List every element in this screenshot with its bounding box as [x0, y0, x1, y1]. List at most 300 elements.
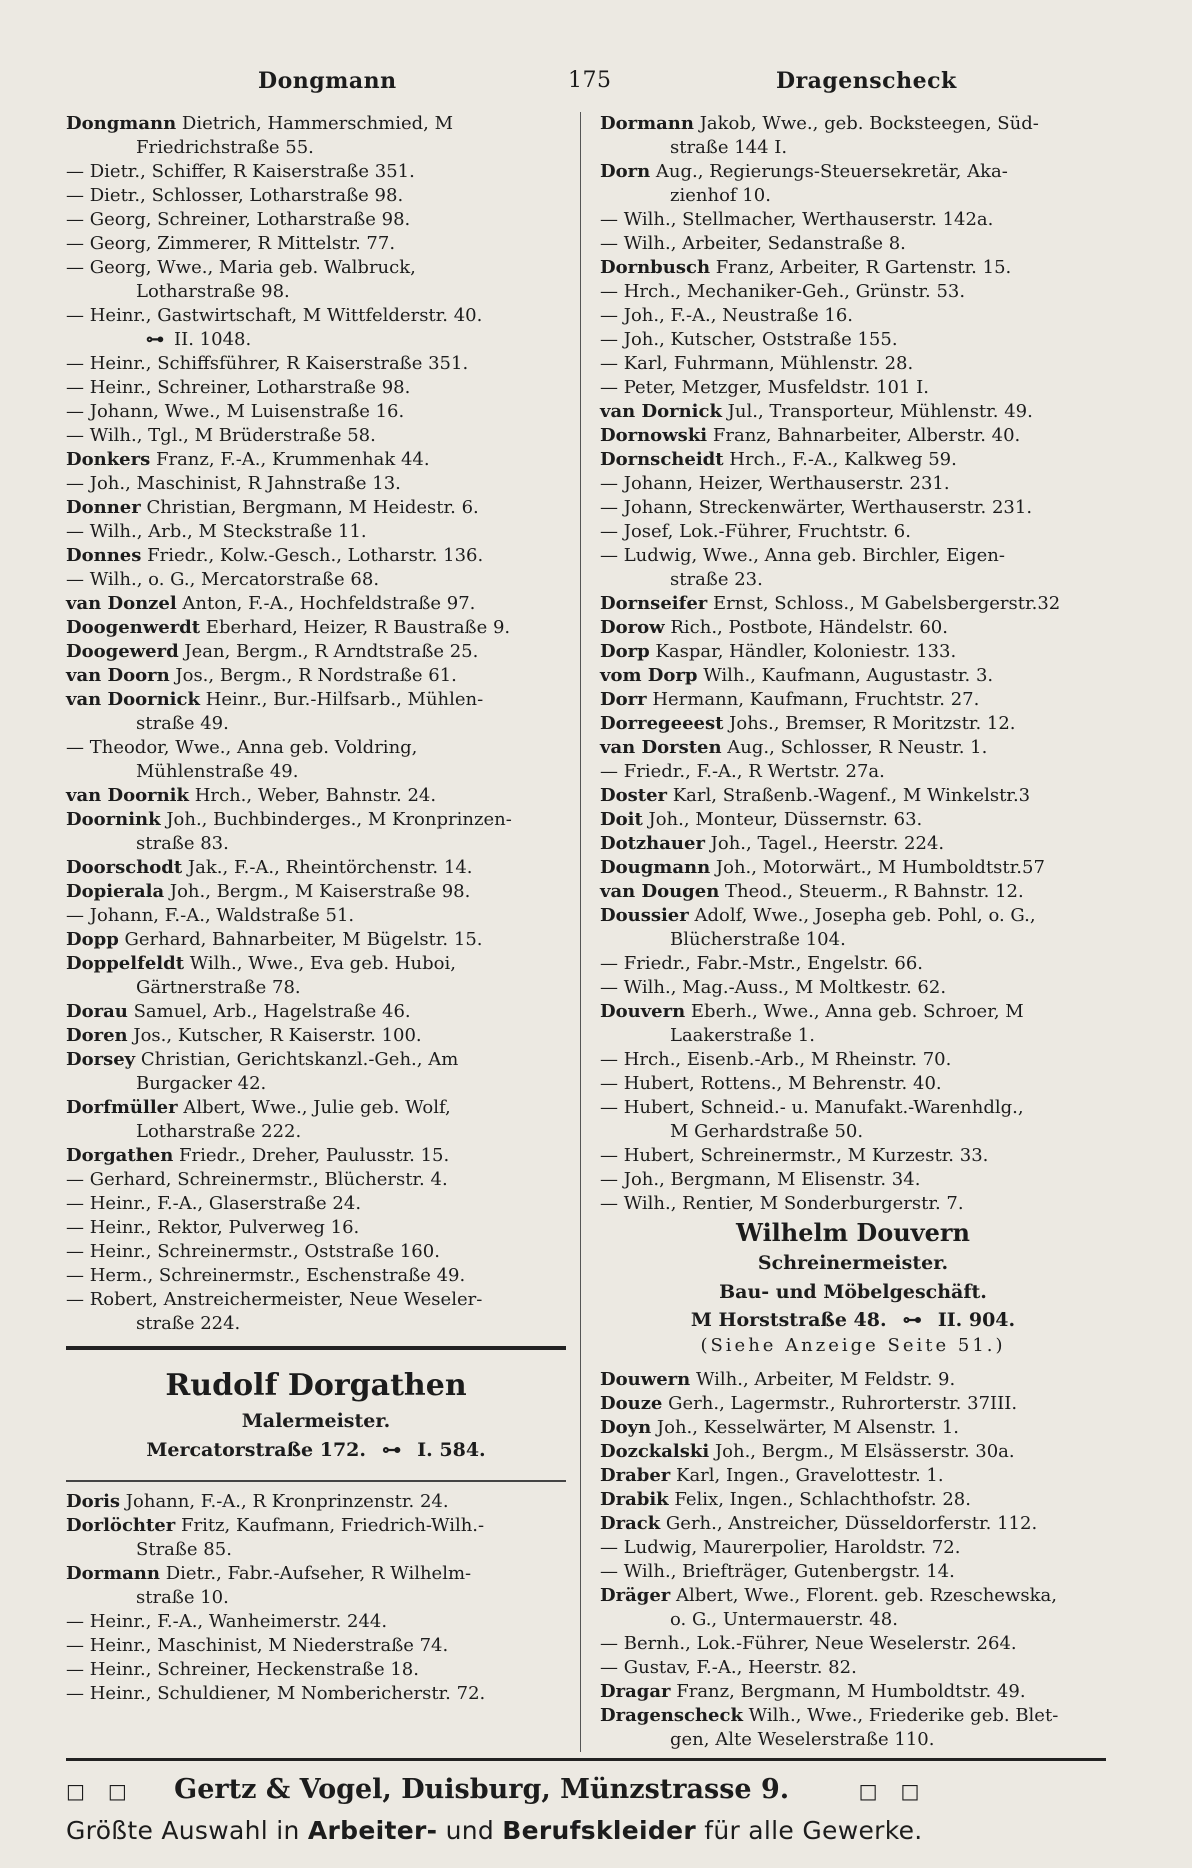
entry-surname: van Doorn: [66, 665, 170, 686]
entry-text: — Johann, Streckenwärter, Werthauserstr. 231.: [600, 497, 1033, 518]
directory-entry: [66, 1120, 566, 1144]
directory-entry: [600, 1416, 1106, 1440]
entry-text: Anton, F.-A., Hochfeldstraße 97.: [176, 593, 476, 614]
directory-entry: [66, 568, 566, 592]
footer-company: Gertz & Vogel, Duisburg, Münzstrasse 9.: [174, 1774, 790, 1805]
entry-text: Johs., Bremser, R Moritzstr. 12.: [723, 713, 1016, 734]
entry-text: Joh., Motorwärt., M Humboldtstr.57: [710, 857, 1045, 878]
entry-surname: Dragenscheck: [600, 1705, 743, 1726]
header-right: Dragenscheck: [776, 68, 957, 94]
directory-entry: [600, 1680, 1106, 1704]
directory-entry: [600, 520, 1106, 544]
entry-text: — Heinr., Schreinermstr., Oststraße 160.: [66, 1241, 440, 1262]
entry-surname: Drabik: [600, 1489, 669, 1510]
left-advertisement: [66, 1352, 566, 1480]
entry-text: — Wilh., Briefträger, Gutenbergstr. 14.: [600, 1561, 955, 1582]
directory-entry: [600, 1632, 1106, 1656]
directory-entry: [600, 1000, 1106, 1024]
entry-surname: Dorp: [600, 641, 650, 662]
ad-address-line: [66, 1436, 566, 1464]
entry-text: Wilh., Kaufmann, Augustastr. 3.: [697, 665, 994, 686]
directory-entry: [600, 664, 1106, 688]
ad-address-line: [600, 1306, 1106, 1334]
directory-entry: [600, 1168, 1106, 1192]
directory-entry: [600, 640, 1106, 664]
directory-entry: [600, 448, 1106, 472]
entry-text: Jak., F.-A., Rheintörchenstr. 14.: [182, 857, 473, 878]
directory-entry: [600, 1512, 1106, 1536]
directory-entry: [66, 952, 566, 976]
directory-entry: [66, 736, 566, 760]
entry-surname: Dornowski: [600, 425, 708, 446]
ad-title: Schreinermeister.: [757, 1252, 949, 1274]
entry-surname: Donner: [66, 497, 141, 518]
entry-text: Johann, F.-A., R Kronprinzenstr. 24.: [120, 1491, 449, 1512]
directory-entry: [66, 352, 566, 376]
entry-text: — Wilh., Stellmacher, Werthauserstr. 142a.: [600, 209, 994, 230]
entry-surname: Dorow: [600, 617, 665, 638]
directory-entry: [600, 256, 1106, 280]
right-entries-a: [600, 112, 1106, 1216]
entry-surname: van Donzel: [66, 593, 177, 614]
entry-text: gen, Alte Weselerstraße 110.: [670, 1729, 935, 1750]
entry-surname: Doster: [600, 785, 667, 806]
entry-text: — Hubert, Schneid.- u. Manufakt.-Warenhdlg.,: [600, 1097, 1024, 1118]
entry-text: Franz, Bergmann, M Humboldtstr. 49.: [670, 1681, 1026, 1702]
entry-surname: Drack: [600, 1513, 661, 1534]
directory-entry: [66, 424, 566, 448]
directory-entry: [600, 1584, 1106, 1608]
column-divider: [580, 112, 581, 1752]
directory-entry: [66, 280, 566, 304]
directory-entry: [600, 1440, 1106, 1464]
footer-rule: [66, 1758, 1106, 1761]
entry-text: Adolf, Wwe., Josepha geb. Pohl, o. G.,: [688, 905, 1036, 926]
entry-text: Lotharstraße 98.: [136, 281, 290, 302]
entry-text: Ernst, Schloss., M Gabelsbergerstr.32: [707, 593, 1061, 614]
entry-surname: Dopp: [66, 929, 119, 950]
entry-surname: Dopierala: [66, 881, 165, 902]
directory-entry: [66, 1658, 566, 1682]
entry-text: — Joh., Kutscher, Oststraße 155.: [600, 329, 898, 350]
directory-entry: [600, 1120, 1106, 1144]
entry-text: — Karl, Fuhrmann, Mühlenstr. 28.: [600, 353, 914, 374]
tagline-part: Berufskleider: [502, 1816, 696, 1845]
entry-surname: Dornbusch: [600, 257, 711, 278]
entry-surname: Douvern: [600, 1001, 686, 1022]
directory-entry: [66, 520, 566, 544]
entry-text: — Heinr., Schuldiener, M Nombericherstr. 72.: [66, 1683, 486, 1704]
entry-surname: van Doornik: [66, 785, 189, 806]
directory-entry: [600, 232, 1106, 256]
directory-entry: [66, 1312, 566, 1336]
entry-text: Lotharstraße 222.: [136, 1121, 302, 1142]
right-column: [600, 112, 1106, 1752]
directory-entry: [66, 1562, 566, 1586]
entry-surname: Dozckalski: [600, 1441, 710, 1462]
entry-text: — Bernh., Lok.-Führer, Neue Weselerstr. 264.: [600, 1633, 1017, 1654]
page-number: 175: [568, 68, 612, 93]
entry-text: — Johann, Wwe., M Luisenstraße 16.: [66, 401, 405, 422]
entry-surname: van Dorsten: [600, 737, 722, 758]
entry-surname: vom Dorp: [600, 665, 698, 686]
directory-entry: [600, 1464, 1106, 1488]
entry-text: Jos., Kutscher, R Kaiserstr. 100.: [127, 1025, 422, 1046]
entry-text: Friedrichstraße 55.: [136, 137, 314, 158]
entry-surname: Dongmann: [66, 113, 177, 134]
entry-text: Jean, Bergm., R Arndtstraße 25.: [178, 641, 479, 662]
directory-entry: [600, 184, 1106, 208]
entry-text: Gerh., Lagermstr., Ruhrorterstr. 37III.: [662, 1393, 1018, 1414]
directory-entry: [600, 352, 1106, 376]
directory-entry: [600, 760, 1106, 784]
directory-entry: [600, 1368, 1106, 1392]
directory-entry: [600, 544, 1106, 568]
telephone-icon: ⊶: [382, 1439, 402, 1461]
directory-entry: [600, 424, 1106, 448]
right-entries-b: [600, 1368, 1106, 1752]
entry-text: Rich., Postbote, Händelstr. 60.: [664, 617, 948, 638]
directory-entry: [66, 1168, 566, 1192]
directory-entry: [66, 256, 566, 280]
directory-entry: [600, 1704, 1106, 1728]
footer-company-line: [66, 1774, 1106, 1805]
entry-surname: Douwern: [600, 1369, 691, 1390]
entry-text: Aug., Regierungs-Steuersekretär, Aka-: [650, 161, 1008, 182]
entry-text: straße 224.: [136, 1313, 241, 1334]
entry-text: Joh., Buchbinderges., M Kronprinzen-: [160, 809, 512, 830]
entry-text: — Wilh., Mag.-Auss., M Moltkestr. 62.: [600, 977, 947, 998]
directory-entry: [66, 904, 566, 928]
directory-entry: [66, 496, 566, 520]
directory-entry: [600, 472, 1106, 496]
entry-text: — Robert, Anstreichermeister, Neue Weseler-: [66, 1289, 483, 1310]
directory-entry: [66, 1192, 566, 1216]
entry-text: — Ludwig, Wwe., Anna geb. Birchler, Eigen-: [600, 545, 1005, 566]
directory-entry: [66, 544, 566, 568]
entry-surname: van Doornick: [66, 689, 200, 710]
square-ornament-icon: □ □: [66, 1779, 135, 1803]
entry-text: — Heinr., F.-A., Wanheimerstr. 244.: [66, 1611, 388, 1632]
entry-text: Joh., Tagel., Heerstr. 224.: [704, 833, 945, 854]
directory-entry: [600, 496, 1106, 520]
entry-text: — Georg, Zimmerer, R Mittelstr. 77.: [66, 233, 396, 254]
directory-entry: [600, 376, 1106, 400]
left-entries-b: [66, 1490, 566, 1706]
directory-entry: [66, 160, 566, 184]
entry-text: Gerh., Anstreicher, Düsseldorferstr. 112.: [660, 1513, 1038, 1534]
header-left: Dongmann: [258, 68, 397, 94]
directory-entry: [66, 640, 566, 664]
entry-text: zienhof 10.: [670, 185, 771, 206]
entry-surname: Dormann: [66, 1563, 160, 1584]
directory-entry: [600, 1488, 1106, 1512]
directory-entry: [66, 112, 566, 136]
directory-entry: [600, 1608, 1106, 1632]
entry-text: — Heinr., Rektor, Pulverweg 16.: [66, 1217, 360, 1238]
directory-entry: [66, 808, 566, 832]
directory-entry: [66, 1240, 566, 1264]
entry-text: straße 23.: [670, 569, 763, 590]
directory-entry: [66, 880, 566, 904]
entry-surname: Doyn: [600, 1417, 652, 1438]
entry-surname: Doogenwerdt: [66, 617, 201, 638]
directory-entry: [66, 328, 566, 352]
footer-tagline: [66, 1816, 1106, 1845]
entry-text: straße 49.: [136, 713, 229, 734]
entry-text: — Georg, Schreiner, Lotharstraße 98.: [66, 209, 411, 230]
directory-entry: [600, 592, 1106, 616]
entry-text: — Friedr., F.-A., R Wertstr. 27a.: [600, 761, 885, 782]
directory-entry: [66, 1634, 566, 1658]
directory-entry: [600, 328, 1106, 352]
entry-text: Gärtnerstraße 78.: [136, 977, 301, 998]
entry-text: Friedr., Dreher, Paulusstr. 15.: [173, 1145, 450, 1166]
directory-entry: [66, 1514, 566, 1538]
ad-rule-bottom: [66, 1480, 566, 1482]
directory-entry: [66, 592, 566, 616]
directory-entry: [66, 856, 566, 880]
entry-text: Franz, F.-A., Krummenhak 44.: [150, 449, 430, 470]
entry-text: Kaspar, Händler, Koloniestr. 133.: [649, 641, 957, 662]
directory-entry: [600, 112, 1106, 136]
directory-entry: [600, 808, 1106, 832]
entry-text: — Wilh., Arb., M Steckstraße 11.: [66, 521, 367, 542]
directory-entry: [600, 1560, 1106, 1584]
directory-entry: [66, 664, 566, 688]
entry-text: — Johann, Heizer, Werthauserstr. 231.: [600, 473, 950, 494]
left-entries-a: [66, 112, 566, 1336]
entry-text: Jakob, Wwe., geb. Bocksteegen, Süd-: [693, 113, 1039, 134]
directory-entry: [600, 1192, 1106, 1216]
entry-text: II. 1048.: [174, 329, 252, 350]
entry-text: Fritz, Kaufmann, Friedrich-Wilh.-: [175, 1515, 485, 1536]
ad-address: M Horststraße 48.: [690, 1309, 887, 1331]
directory-entry: [600, 280, 1106, 304]
directory-entry: [600, 400, 1106, 424]
directory-entry: [66, 1024, 566, 1048]
directory-entry: [600, 568, 1106, 592]
telephone-icon: ⊶: [146, 329, 164, 350]
entry-text: — Joh., Bergmann, M Elisenstr. 34.: [600, 1169, 921, 1190]
directory-entry: [66, 976, 566, 1000]
entry-surname: Doppelfeldt: [66, 953, 185, 974]
entry-text: Eberhard, Heizer, R Baustraße 9.: [200, 617, 511, 638]
directory-entry: [66, 208, 566, 232]
entry-text: Aug., Schlosser, R Neustr. 1.: [721, 737, 988, 758]
directory-entry: [66, 136, 566, 160]
directory-entry: [600, 976, 1106, 1000]
entry-text: Christian, Bergmann, M Heidestr. 6.: [140, 497, 479, 518]
entry-text: — Joh., F.-A., Neustraße 16.: [600, 305, 854, 326]
entry-text: — Heinr., Schiffsführer, R Kaiserstraße 351.: [66, 353, 469, 374]
directory-entry: [600, 712, 1106, 736]
entry-surname: Donkers: [66, 449, 151, 470]
entry-surname: Dorregeeest: [600, 713, 724, 734]
directory-entry: [600, 1392, 1106, 1416]
entry-text: Joh., Bergm., M Kaiserstraße 98.: [164, 881, 471, 902]
entry-text: Wilh., Arbeiter, M Feldstr. 9.: [690, 1369, 956, 1390]
entry-text: Albert, Wwe., Julie geb. Wolf,: [177, 1097, 451, 1118]
entry-text: — Heinr., Schreiner, Heckenstraße 18.: [66, 1659, 419, 1680]
directory-entry: [66, 1096, 566, 1120]
entry-text: Felix, Ingen., Schlachthofstr. 28.: [668, 1489, 971, 1510]
directory-entry: [600, 880, 1106, 904]
directory-entry: [600, 688, 1106, 712]
entry-text: — Joh., Maschinist, R Jahnstraße 13.: [66, 473, 401, 494]
entry-text: — Gustav, F.-A., Heerstr. 82.: [600, 1657, 857, 1678]
entry-text: Joh., Bergm., M Elsässerstr. 30a.: [709, 1441, 1015, 1462]
entry-text: — Heinr., Maschinist, M Niederstraße 74.: [66, 1635, 449, 1656]
directory-entry: [66, 448, 566, 472]
entry-surname: Doris: [66, 1491, 121, 1512]
entry-surname: Dräger: [600, 1585, 671, 1606]
directory-entry: [66, 304, 566, 328]
ad-business: Bau- und Möbelgeschäft.: [719, 1281, 987, 1303]
entry-surname: Dorau: [66, 1001, 128, 1022]
directory-entry: [600, 1656, 1106, 1680]
entry-text: — Dietr., Schiffer, R Kaiserstraße 351.: [66, 161, 415, 182]
directory-entry: [600, 1144, 1106, 1168]
entry-text: — Ludwig, Maurerpolier, Haroldstr. 72.: [600, 1537, 961, 1558]
entry-text: Eberh., Wwe., Anna geb. Schroer, M: [685, 1001, 1024, 1022]
ad-address: Mercatorstraße 172.: [146, 1439, 367, 1461]
entry-text: — Georg, Wwe., Maria geb. Walbruck,: [66, 257, 416, 278]
entry-text: Gerhard, Bahnarbeiter, M Bügelstr. 15.: [118, 929, 483, 950]
entry-text: — Dietr., Schlosser, Lotharstraße 98.: [66, 185, 404, 206]
entry-text: Burgacker 42.: [136, 1073, 267, 1094]
entry-text: — Heinr., F.-A., Glaserstraße 24.: [66, 1193, 362, 1214]
left-column: [66, 112, 566, 1706]
ad-rule-top: [66, 1346, 566, 1350]
right-advertisement: [600, 1218, 1106, 1358]
directory-entry: [600, 160, 1106, 184]
entry-surname: Dorgathen: [66, 1145, 174, 1166]
directory-entry: [66, 472, 566, 496]
entry-text: Franz, Bahnarbeiter, Alberstr. 40.: [707, 425, 1021, 446]
entry-text: — Wilh., o. G., Mercatorstraße 68.: [66, 569, 380, 590]
directory-entry: [66, 1490, 566, 1514]
entry-surname: Doren: [66, 1025, 128, 1046]
directory-entry: [66, 376, 566, 400]
entry-text: — Hrch., Mechaniker-Geh., Grünstr. 53.: [600, 281, 966, 302]
entry-surname: Doornink: [66, 809, 161, 830]
entry-text: Laakerstraße 1.: [670, 1025, 815, 1046]
directory-entry: [66, 1216, 566, 1240]
entry-text: — Peter, Metzger, Musfeldstr. 101 I.: [600, 377, 929, 398]
directory-entry: [66, 760, 566, 784]
directory-entry: [600, 1048, 1106, 1072]
directory-entry: [600, 1536, 1106, 1560]
entry-text: straße 144 I.: [670, 137, 788, 158]
ad-phone: II. 904.: [937, 1309, 1016, 1331]
ad-note: (Siehe Anzeige Seite 51.): [700, 1335, 1006, 1356]
entry-text: M Gerhardstraße 50.: [670, 1121, 864, 1142]
entry-text: Jos., Bergm., R Nordstraße 61.: [169, 665, 457, 686]
directory-entry: [66, 232, 566, 256]
directory-entry: [66, 1264, 566, 1288]
directory-entry: [600, 928, 1106, 952]
entry-surname: Dormann: [600, 113, 694, 134]
entry-text: Samuel, Arb., Hagelstraße 46.: [127, 1001, 411, 1022]
square-ornament-icon: □ □: [858, 1779, 928, 1803]
entry-surname: Dragar: [600, 1681, 671, 1702]
directory-entry: [600, 1024, 1106, 1048]
ad-title: Malermeister.: [241, 1410, 391, 1432]
entry-text: — Herm., Schreinermstr., Eschenstraße 49.: [66, 1265, 466, 1286]
entry-surname: Dornseifer: [600, 593, 708, 614]
entry-text: Hrch., F.-A., Kalkweg 59.: [723, 449, 957, 470]
directory-entry: [66, 1000, 566, 1024]
entry-text: Wilh., Wwe., Eva geb. Huboi,: [184, 953, 456, 974]
directory-entry: [600, 832, 1106, 856]
directory-entry: [600, 856, 1106, 880]
directory-entry: [66, 1538, 566, 1562]
entry-surname: Doussier: [600, 905, 689, 926]
entry-surname: van Dornick: [600, 401, 722, 422]
entry-text: Christian, Gerichtskanzl.-Geh., Am: [135, 1049, 459, 1070]
entry-surname: Dougmann: [600, 857, 711, 878]
entry-text: Dietrich, Hammerschmied, M: [176, 113, 454, 134]
entry-text: — Friedr., Fabr.-Mstr., Engelstr. 66.: [600, 953, 924, 974]
tagline-part: Arbeiter-: [307, 1816, 438, 1845]
entry-surname: Dotzhauer: [600, 833, 705, 854]
directory-entry: [66, 1682, 566, 1706]
directory-entry: [66, 784, 566, 808]
entry-surname: Dorfmüller: [66, 1097, 178, 1118]
entry-text: o. G., Untermauerstr. 48.: [670, 1609, 898, 1630]
entry-text: Dietr., Fabr.-Aufseher, R Wilhelm-: [159, 1563, 472, 1584]
entry-surname: van Dougen: [600, 881, 720, 902]
entry-text: — Theodor, Wwe., Anna geb. Voldring,: [66, 737, 418, 758]
entry-text: — Heinr., Schreiner, Lotharstraße 98.: [66, 377, 411, 398]
entry-text: — Wilh., Arbeiter, Sedanstraße 8.: [600, 233, 906, 254]
directory-entry: [66, 712, 566, 736]
entry-text: Theod., Steuerm., R Bahnstr. 12.: [719, 881, 1024, 902]
entry-text: Friedr., Kolw.-Gesch., Lotharstr. 136.: [141, 545, 484, 566]
directory-entry: [600, 736, 1106, 760]
ad-name: Wilhelm Douvern: [736, 1218, 970, 1247]
entry-text: Joh., Kesselwärter, M Alsenstr. 1.: [651, 1417, 960, 1438]
ad-name: Rudolf Dorgathen: [165, 1368, 467, 1403]
entry-surname: Doit: [600, 809, 643, 830]
entry-text: — Josef, Lok.-Führer, Fruchtstr. 6.: [600, 521, 911, 542]
entry-text: straße 83.: [136, 833, 229, 854]
directory-entry: [66, 1288, 566, 1312]
entry-surname: Dorr: [600, 689, 647, 710]
entry-text: Straße 85.: [136, 1539, 232, 1560]
ad-phone: I. 584.: [417, 1439, 486, 1461]
entry-text: Karl, Straßenb.-Wagenf., M Winkelstr.3: [667, 785, 1031, 806]
entry-surname: Draber: [600, 1465, 671, 1486]
entry-text: Joh., Monteur, Düssernstr. 63.: [642, 809, 923, 830]
entry-surname: Dorlöchter: [66, 1515, 176, 1536]
entry-text: Hrch., Weber, Bahnstr. 24.: [188, 785, 437, 806]
directory-entry: [600, 1728, 1106, 1752]
directory-entry: [600, 304, 1106, 328]
tagline-part: und: [445, 1816, 495, 1845]
entry-text: Albert, Wwe., Florent. geb. Rzeschewska,: [670, 1585, 1057, 1606]
directory-entry: [66, 1072, 566, 1096]
entry-surname: Doorschodt: [66, 857, 183, 878]
entry-text: Hermann, Kaufmann, Fruchtstr. 27.: [646, 689, 980, 710]
directory-entry: [600, 952, 1106, 976]
tagline-part: für alle Gewerke.: [704, 1816, 923, 1845]
directory-entry: [600, 616, 1106, 640]
entry-surname: Donnes: [66, 545, 142, 566]
entry-text: — Hrch., Eisenb.-Arb., M Rheinstr. 70.: [600, 1049, 952, 1070]
directory-entry: [66, 616, 566, 640]
